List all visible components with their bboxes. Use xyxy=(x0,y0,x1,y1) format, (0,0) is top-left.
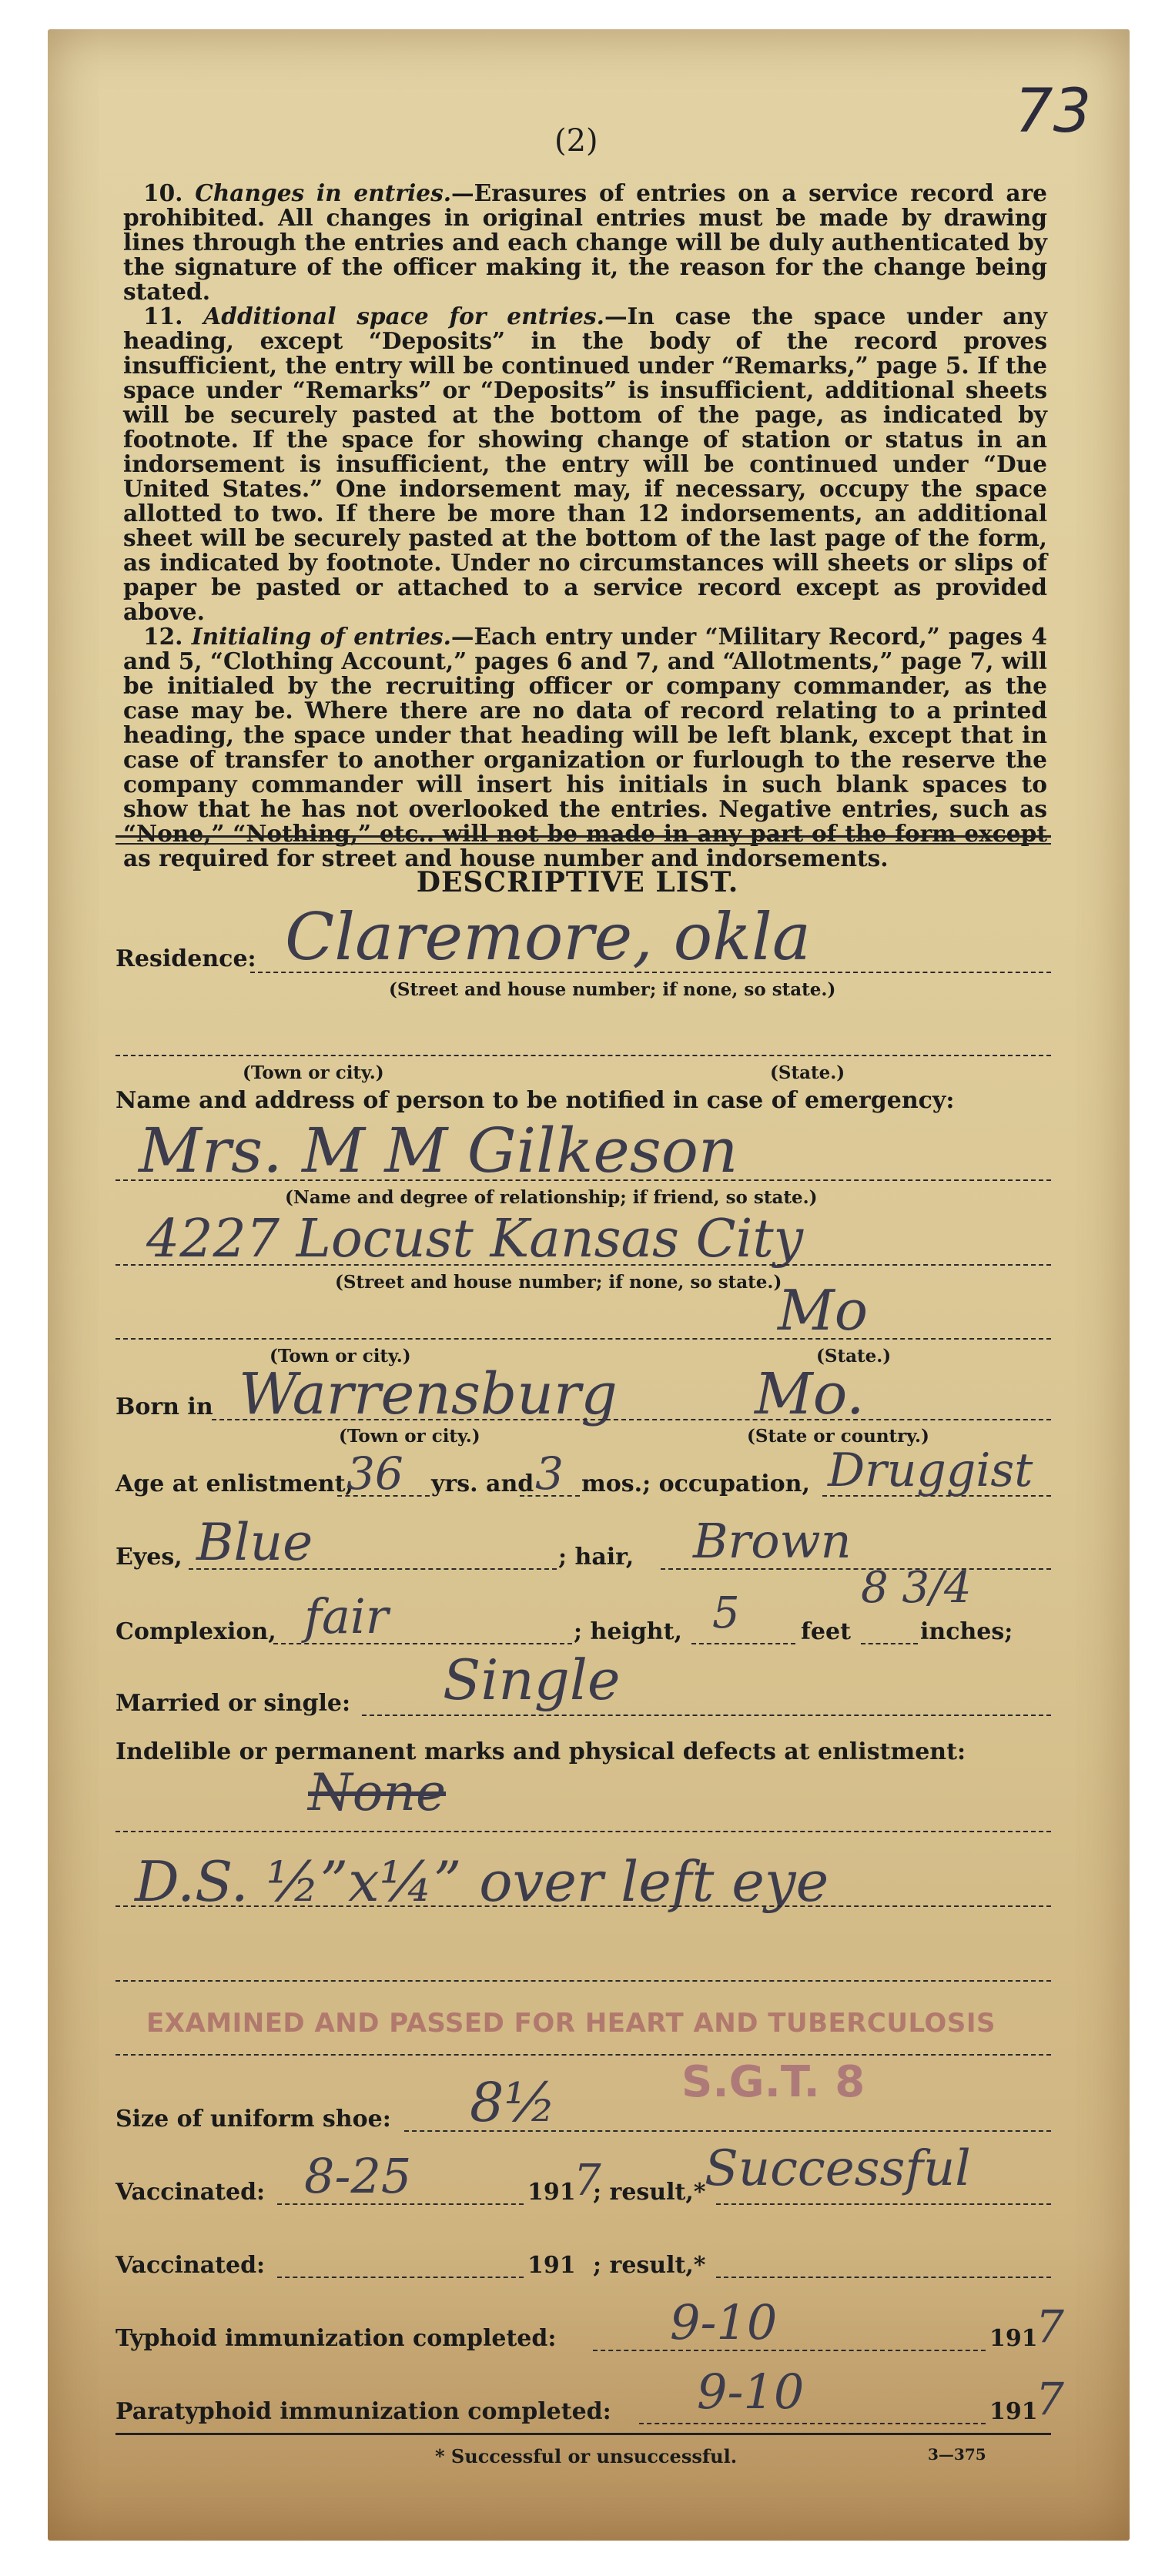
divider-bottom xyxy=(116,2433,1051,2435)
rule-10 xyxy=(123,181,1047,304)
vaccinated-1-label: Vaccinated: xyxy=(116,2179,266,2206)
rule-10-title: Changes in entries. xyxy=(195,179,452,206)
vaccinated-2-label: Vaccinated: xyxy=(116,2252,266,2279)
inches-label: inches; xyxy=(920,1618,1013,1645)
vaccinated-1-year: 191 xyxy=(527,2179,576,2206)
residence-label: Residence: xyxy=(116,945,256,972)
shoe-label: Size of uniform shoe: xyxy=(116,2106,391,2133)
paratyphoid-year-digit: 7 xyxy=(1036,2373,1064,2425)
notify-street-line xyxy=(116,1264,1051,1266)
handwritten-page-number: 73 xyxy=(1015,77,1092,146)
mos-label: mos.; occupation, xyxy=(581,1470,810,1497)
married-line xyxy=(362,1715,1051,1716)
born-state: Mo. xyxy=(755,1361,865,1427)
paratyphoid-year: 191 xyxy=(989,2398,1038,2425)
page-number: (2) xyxy=(554,123,598,159)
paratyphoid-date: 9-10 xyxy=(697,2364,805,2420)
height-inches-line xyxy=(861,1643,918,1644)
residence-value: Claremore, okla xyxy=(285,899,811,975)
street-caption-2: (Street and house number; if none, so state.) xyxy=(335,1272,782,1293)
typhoid-label: Typhoid immunization completed: xyxy=(116,2325,557,2352)
vaccinated-2-result-line xyxy=(716,2277,1051,2278)
rule-11-text: —In case the space under any heading, except “Deposits” in the body of the record proves insufficient, the entry will be continued under “Remarks,” page 5. If the space under “Remarks” or “Deposits” is insufficient, additional sheets will be securely pasted at the bottom of the page, as indicated by footnote. If the space for showing change of station or status in an indorsement is insufficient, the entry will be continued under “Due United States.” One indorsement may, if necessary, occupy the space allotted to two. If there be more than 12 indorsements, an additional sheet will be securely pasted at the bottom of the last page of the form, as indicated by footnote. Under no circumstances will sheets or slips of paper be pasted or attached to a service record except as provided above. xyxy=(123,303,1047,625)
form-number: 3—375 xyxy=(928,2445,986,2464)
paratyphoid-label: Paratyphoid immunization completed: xyxy=(116,2398,611,2425)
eyes-value: Blue xyxy=(196,1513,313,1572)
marks-label: Indelible or permanent marks and physical defects at enlistment: xyxy=(116,1738,966,1765)
height-feet-line xyxy=(691,1643,795,1644)
notify-town-line xyxy=(116,1338,1051,1340)
vaccinated-1-result: Successful xyxy=(705,2140,971,2197)
yrs-label: yrs. and xyxy=(431,1470,534,1497)
street-caption: (Street and house number; if none, so state.) xyxy=(389,979,836,1000)
vaccinated-2-result-label: ; result,* xyxy=(593,2252,706,2279)
married-value: Single xyxy=(443,1648,621,1712)
age-label: Age at enlistment, xyxy=(116,1470,353,1497)
vaccinated-1-date: 8-25 xyxy=(304,2148,412,2204)
shoe-value: 8½ xyxy=(470,2071,557,2134)
typhoid-date: 9-10 xyxy=(670,2294,778,2350)
rule-10-number: 10. xyxy=(143,179,183,206)
age-years: 36 xyxy=(346,1447,403,1500)
born-line xyxy=(212,1419,1051,1420)
feet-label: feet xyxy=(801,1618,851,1645)
typhoid-year: 191 xyxy=(989,2325,1038,2352)
notify-street: 4227 Locust Kansas City xyxy=(146,1209,804,1270)
rule-11-title: Additional space for entries. xyxy=(203,303,604,330)
notify-name-line xyxy=(116,1179,1051,1181)
town-state-line xyxy=(116,1055,1051,1056)
rule-12-number: 12. xyxy=(143,623,183,650)
complexion-label: Complexion, xyxy=(116,1618,276,1645)
born-state-caption: (State or country.) xyxy=(747,1426,929,1447)
rule-12-text: —Each entry under “Military Record,” pages 4 and 5, “Clothing Account,” pages 6 and 7, and “Allotments,” page 7, will be initialed by the recruiting officer or company commander, as the case may be. Where there are no data of record relating to a printed heading, the space under that heading will be left blank, except that in case of transfer to another organization or furlough to the reserve the company commander will insert his initials in such blank spaces to show that he has not overlooked the entries. Negative entries, such as “None,” “Nothing,” etc.. will not be made in any part of the form except as required for street and house number and indorsements. xyxy=(123,623,1047,871)
town-caption-2: (Town or city.) xyxy=(270,1346,411,1367)
vaccinated-1-result-line xyxy=(716,2203,1051,2205)
height-feet: 5 xyxy=(712,1588,740,1638)
marks-line-1 xyxy=(116,1831,1051,1832)
born-town-caption: (Town or city.) xyxy=(339,1426,480,1447)
state-caption: (State.) xyxy=(770,1062,845,1083)
descriptive-list-title: DESCRIPTIVE LIST. xyxy=(416,866,739,898)
notify-name: Mrs. M M Gilkeson xyxy=(139,1115,738,1186)
divider-top-2 xyxy=(116,843,1051,845)
town-caption: (Town or city.) xyxy=(243,1062,384,1083)
rule-11-number: 11. xyxy=(143,303,183,330)
officer-stamp: S.G.T. 8 xyxy=(681,2057,865,2107)
age-months: 3 xyxy=(535,1447,564,1500)
married-label: Married or single: xyxy=(116,1690,351,1717)
hair-label: ; hair, xyxy=(558,1544,634,1571)
rule-10-text: —Erasures of entries on a service record are prohibited. All changes in original entries must be made by drawing lines through the entries and each change will be duly authenticated by the signature of the officer making it, the reason for the change being stated. xyxy=(123,179,1047,305)
hair-value: Brown xyxy=(693,1513,852,1569)
vaccinated-2-line xyxy=(277,2277,524,2278)
marks-line-4 xyxy=(116,2054,1051,2056)
eyes-label: Eyes, xyxy=(116,1544,182,1571)
paratyphoid-line xyxy=(639,2423,986,2424)
rule-11 xyxy=(123,304,1047,624)
rule-12-title: Initialing of entries. xyxy=(191,623,451,650)
born-label: Born in xyxy=(116,1393,213,1420)
instructions-block xyxy=(123,181,1047,871)
typhoid-line xyxy=(593,2350,986,2351)
vaccinated-1-year-digit: 7 xyxy=(574,2156,601,2206)
notify-label: Name and address of person to be notified in case of emergency: xyxy=(116,1087,955,1114)
state-caption-2: (State.) xyxy=(816,1346,892,1367)
height-inches: 8 3/4 xyxy=(861,1563,972,1613)
marks-line-2: D.S. ½”x¼” over left eye xyxy=(135,1849,829,1914)
notify-state: Mo xyxy=(778,1278,869,1343)
height-label: ; height, xyxy=(574,1618,682,1645)
rule-12 xyxy=(123,624,1047,871)
marks-line-3 xyxy=(116,1980,1051,1982)
vaccinated-1-result-label: ; result,* xyxy=(593,2179,706,2206)
exam-stamp: EXAMINED AND PASSED FOR HEART AND TUBERCULOSIS xyxy=(146,2008,996,2039)
vaccinated-2-year: 191 xyxy=(527,2252,576,2279)
complexion-value: fair xyxy=(304,1588,389,1644)
divider-top xyxy=(116,835,1051,838)
marks-struck: None xyxy=(308,1763,447,1822)
occupation: Druggist xyxy=(828,1444,1033,1497)
relationship-caption: (Name and degree of relationship; if friend, so state.) xyxy=(285,1187,818,1208)
footnote: * Successful or unsuccessful. xyxy=(435,2445,738,2467)
typhoid-year-digit: 7 xyxy=(1036,2300,1064,2353)
marks-line-2-rule xyxy=(116,1905,1051,1907)
born-town: Warrensburg xyxy=(239,1361,618,1427)
